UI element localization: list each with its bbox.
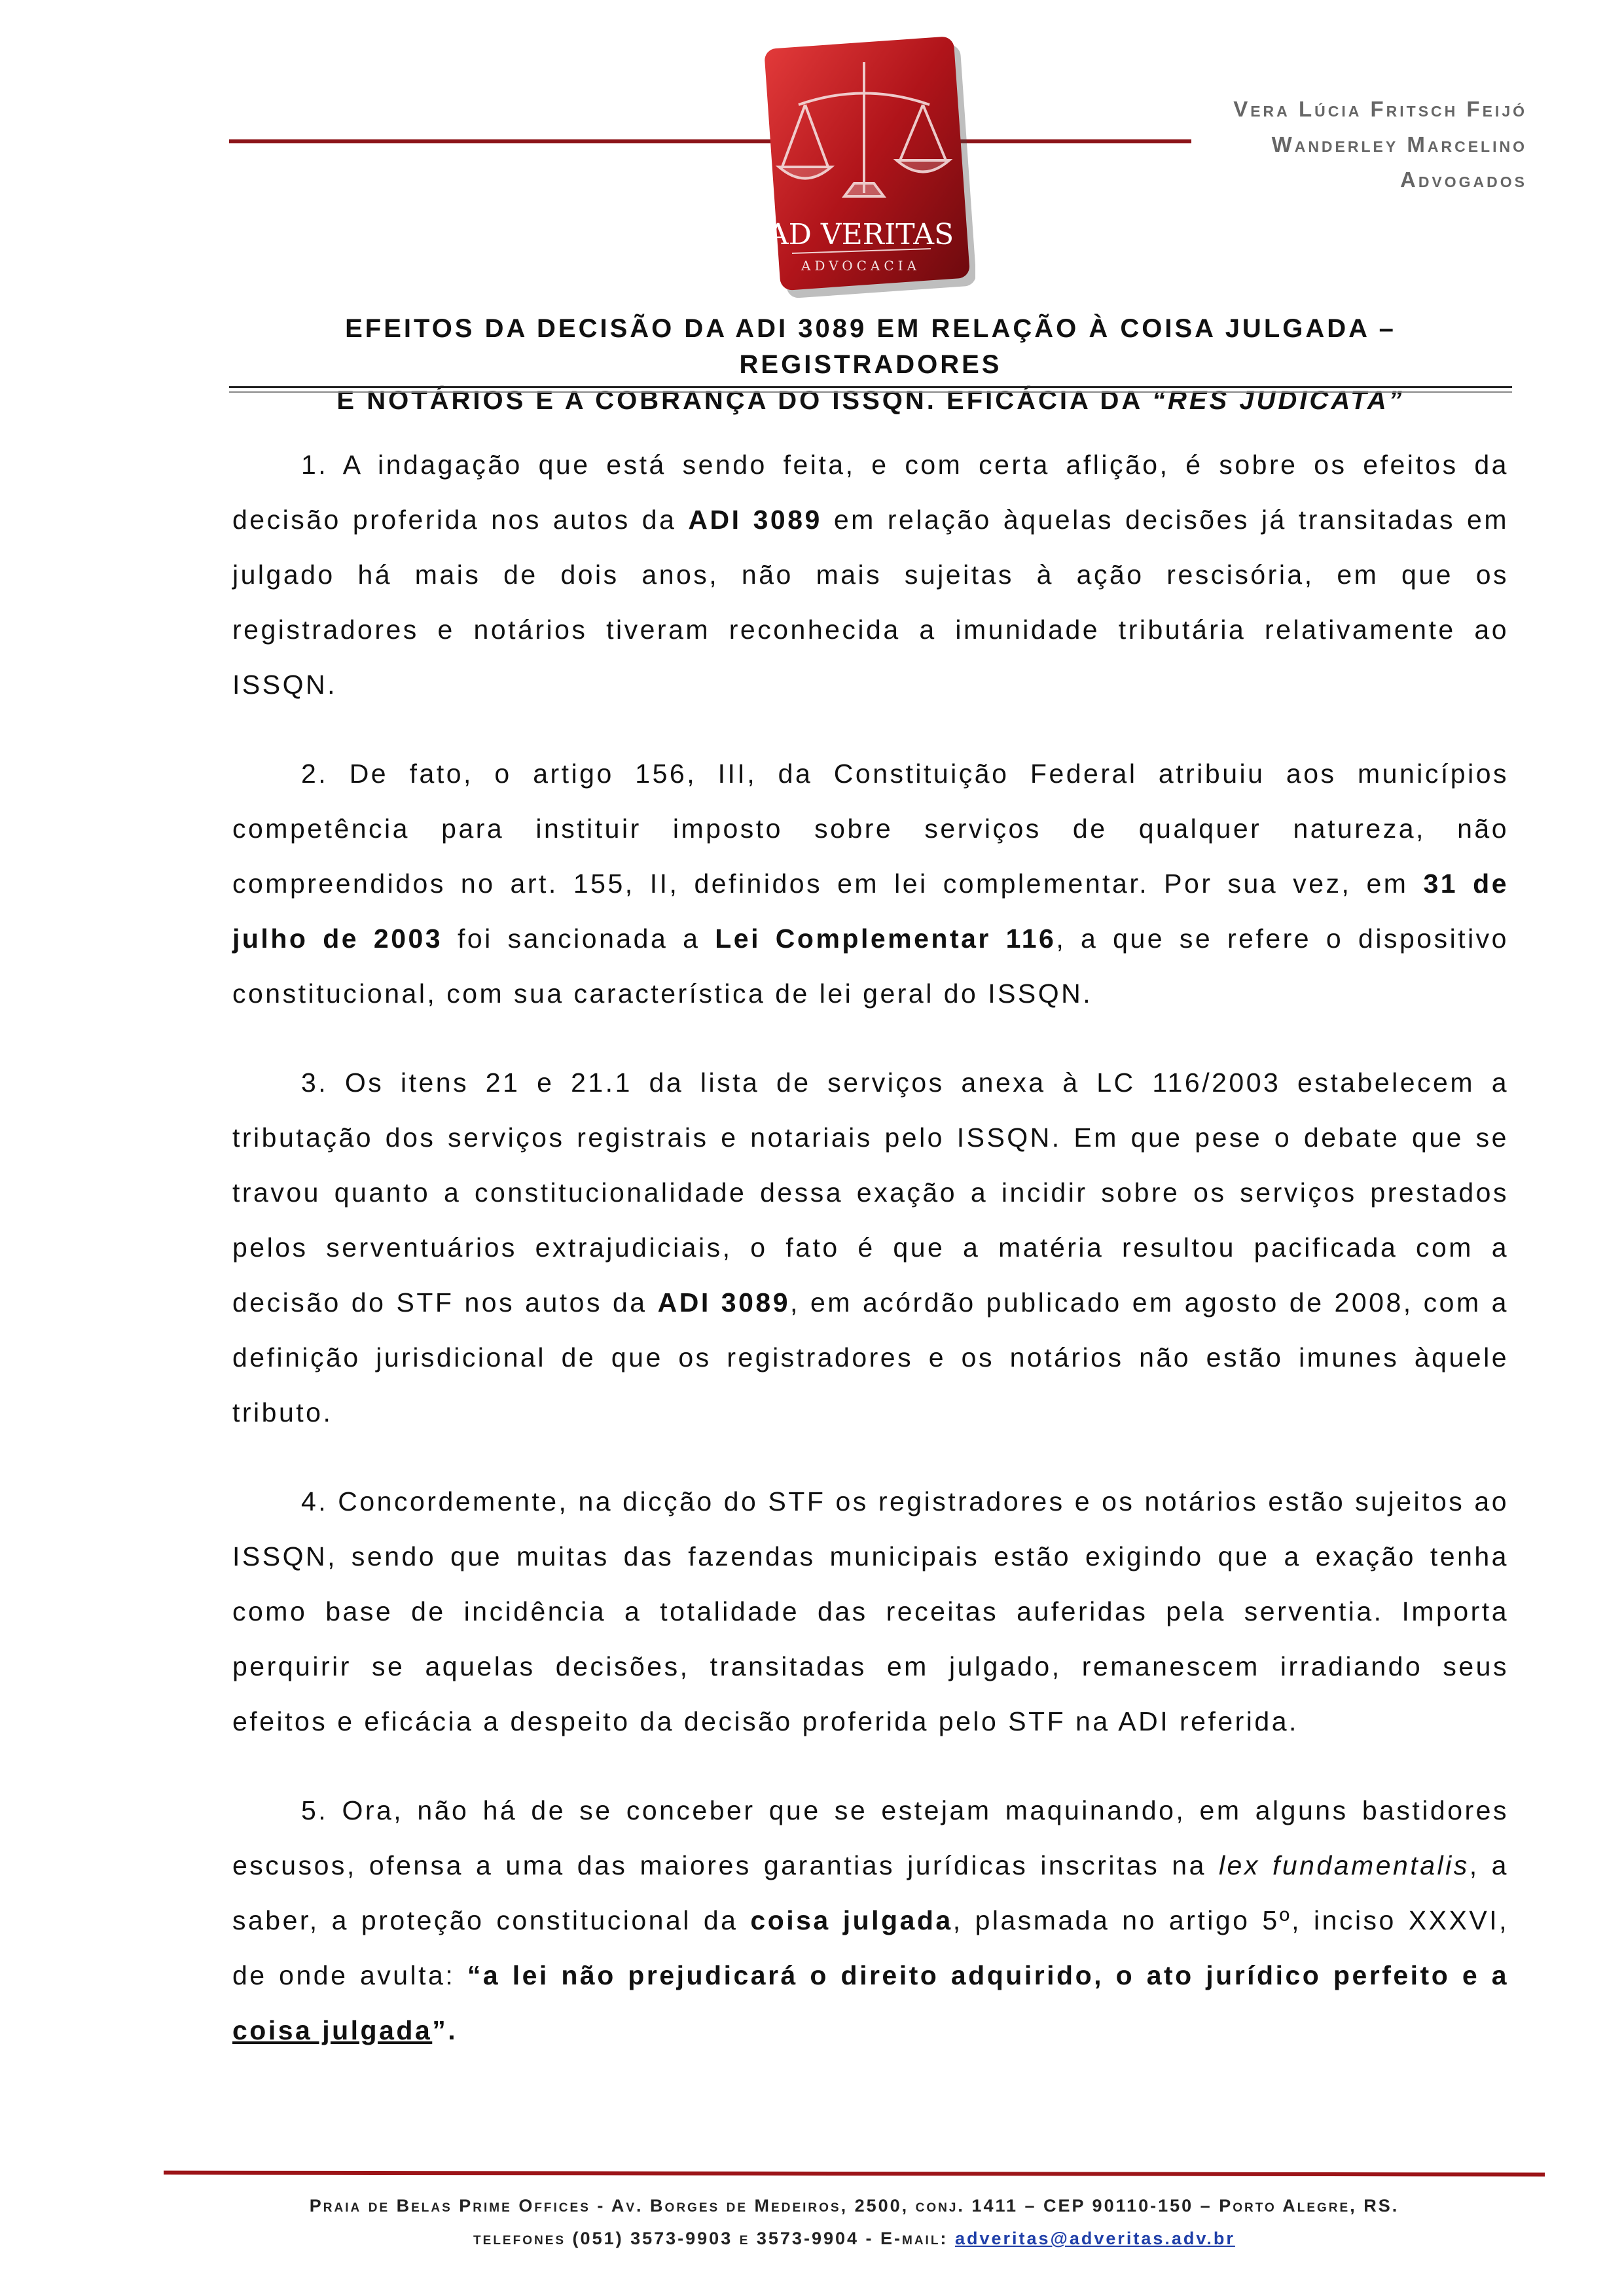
document-body (232, 437, 1509, 2092)
firm-names (1233, 92, 1527, 198)
text-run: , a que se refere o dispositivo constitucional, com sua característica de lei geral do ISSQN. (232, 924, 1509, 1009)
bold-run: ADI 3089 (657, 1287, 791, 1318)
bold-run: “a lei não prejudicará o direito adquirido, o ato jurídico perfeito e a (467, 1960, 1509, 1990)
title-underline-secondary (229, 391, 1512, 393)
footer (164, 2189, 1545, 2255)
paragraph-4 (232, 1474, 1509, 1749)
text-run: , a saber, a proteção constitucional da (232, 1850, 1509, 1935)
footer-rule (164, 2171, 1545, 2177)
bold-run: 31 de julho de 2003 (232, 869, 1509, 954)
bold-run: ADI 3089 (688, 505, 822, 535)
text-run: 2. De fato, o artigo 156, III, da Constituição Federal atribuiu aos municípios competência para instituir imposto sobre serviços de qualquer natureza, não compreendidos no art. 155, II, definidos em lei complementar. Por sua vez, em (232, 759, 1509, 899)
firm-line: Vera Lúcia Fritsch Feijó (1233, 97, 1527, 121)
title-line-2 (229, 383, 1512, 419)
text-run: 3. Os itens 21 e 21.1 da lista de serviços anexa à LC 116/2003 estabelecem a tributação dos serviços registrais e notariais pelo ISSQN. Em que pese o debate que se travou quanto a constitucionalidade dessa exação a incidir sobre os serviços prestados pelos serventuários extrajudiciais, o fato é que a matéria resultou pacificada com a decisão do STF nos autos da (232, 1067, 1509, 1318)
text-run: , plasmada no artigo 5º, inciso XXXVI, de onde avulta: (232, 1905, 1509, 1990)
footer-address: Praia de Belas Prime Offices - Av. Borges de Medeiros, 2500, conj. 1411 – CEP 90110-150 – Porto Alegre, RS. (309, 2196, 1399, 2215)
text-run: 1. A indagação que está sendo feita, e com certa aflição, é sobre os efeitos da decisão proferida nos autos da (232, 450, 1509, 535)
italic-run: lex fundamentalis (1218, 1850, 1470, 1880)
bold-run: Lei Complementar 116 (715, 924, 1056, 954)
paragraph-3 (232, 1055, 1509, 1440)
text-run: , em acórdão publicado em agosto de 2008, com a definição jurisdicional de que os registradores e os notários não estão imunes àquele tributo. (232, 1287, 1509, 1427)
title-underline (229, 386, 1512, 388)
footer-phones: telefones (051) 3573-9903 e 3573-9904 - E-mail: (473, 2229, 955, 2248)
text-run: 5. Ora, não há de se conceber que se estejam maquinando, em alguns bastidores escusos, ofensa a uma das maiores garantias jurídicas inscritas na (232, 1795, 1509, 1880)
bold-run: ”. (432, 2015, 458, 2045)
paragraph-5 (232, 1783, 1509, 2058)
title-line-2-italic: “RES JUDICATA” (1151, 386, 1405, 415)
underlined-run: coisa julgada (232, 2015, 433, 2045)
bold-run: coisa julgada (750, 1905, 953, 1935)
title-line-1: EFEITOS DA DECISÃO DA ADI 3089 EM RELAÇÃO À COISA JULGADA – REGISTRADORES (345, 314, 1396, 379)
email-link[interactable]: adveritas@adveritas.adv.br (954, 2229, 1235, 2248)
firm-line: Advogados (1399, 168, 1527, 192)
paragraph-1 (232, 437, 1509, 712)
footer-contact (164, 2222, 1545, 2255)
ad-veritas-logo (753, 36, 975, 298)
text-run: foi sancionada a (442, 924, 715, 954)
text-run: em relação àquelas decisões já transitadas em julgado há mais de dois anos, não mais sujeitas à ação rescisória, em que os registradores e notários tiveram reconhecida a imunidade tributária relativamente ao ISSQN. (232, 505, 1509, 700)
header-rule (229, 139, 1191, 143)
text-run: 4. Concordemente, na dicção do STF os registradores e os notários estão sujeitos ao ISSQN, sendo que muitas das fazendas municipais estão exigindo que a exação tenha como base de incidência a totalidade das receitas auferidas pela serventia. Importa perquirir se aquelas decisões, transitadas em julgado, remanescem irradiando seus efeitos e eficácia a despeito da decisão proferida pelo STF na ADI referida. (232, 1486, 1509, 1736)
logo-text: AD VERITAS (767, 218, 954, 251)
title-line-2-text: E NOTÁRIOS E A COBRANÇA DO ISSQN. EFICÁCIA DA (336, 386, 1152, 415)
logo-subtext: ADVOCACIA (801, 258, 921, 274)
paragraph-2 (232, 746, 1509, 1021)
firm-line: Wanderley Marcelino (1271, 132, 1527, 156)
document-title (229, 311, 1512, 419)
